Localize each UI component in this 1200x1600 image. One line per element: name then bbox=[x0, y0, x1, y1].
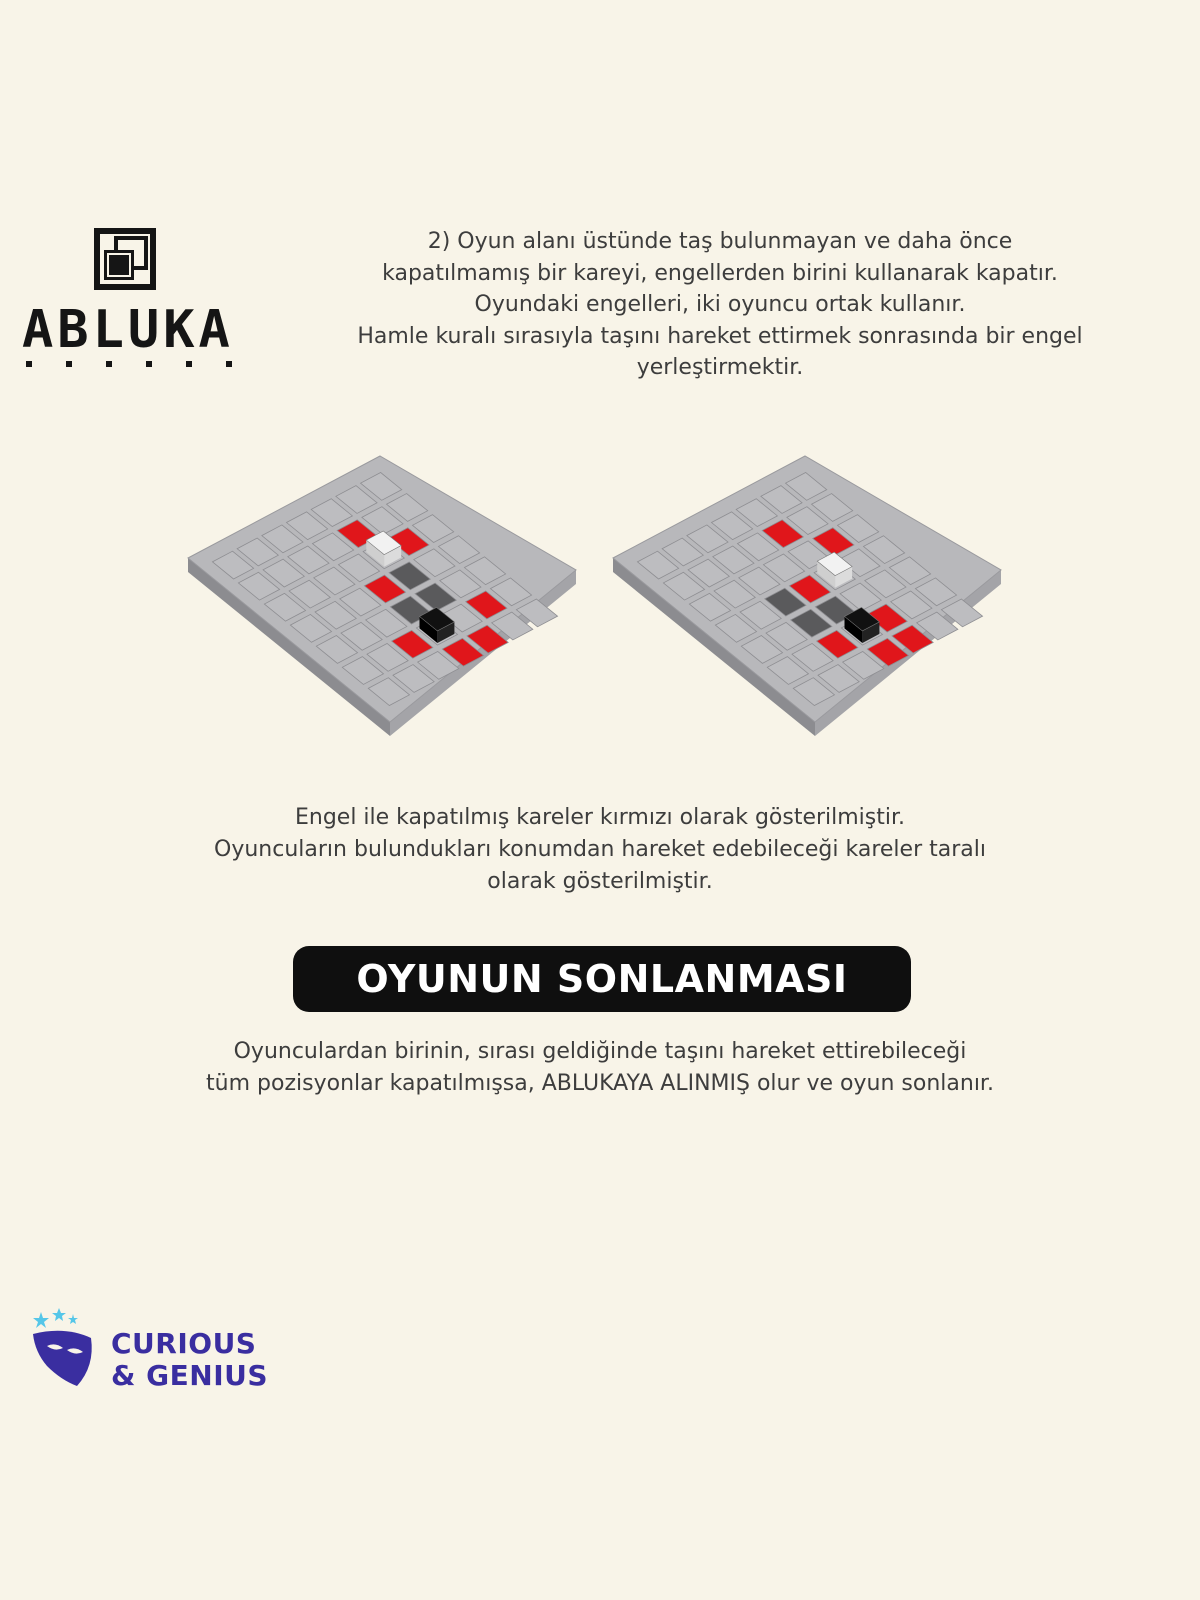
rule-line: Oyundaki engelleri, iki oyuncu ortak kullanır. bbox=[474, 292, 966, 317]
logo-dots-decoration bbox=[22, 360, 240, 368]
curious-genius-logo bbox=[25, 1308, 285, 1408]
board-illustrations bbox=[180, 450, 1040, 760]
board-illustration-2 bbox=[605, 450, 1005, 750]
board-caption bbox=[80, 802, 1120, 898]
rule-line: 2) Oyun alanı üstünde taş bulunmayan ve daha önce bbox=[427, 229, 1013, 254]
mask-stars-icon bbox=[25, 1308, 105, 1398]
end-rule-line: Oyunculardan birinin, sırası geldiğinde taşını hareket ettirebileceği bbox=[233, 1039, 967, 1064]
rule-line: Hamle kuralı sırasıyla taşını hareket ettirmek sonrasında bir engel bbox=[357, 323, 1083, 349]
curious-genius-wordmark bbox=[111, 1328, 301, 1392]
rule-line: kapatılmamış bir kareyi, engellerden birini kullanarak kapatır. bbox=[382, 260, 1058, 286]
end-rule-text bbox=[80, 1036, 1120, 1100]
rule-line: yerleştirmektir. bbox=[636, 355, 804, 380]
caption-line: olarak gösterilmiştir. bbox=[487, 869, 713, 894]
caption-line: Oyuncuların bulundukları konumdan hareket edebileceği kareler taralı bbox=[214, 837, 986, 862]
caption-line: Engel ile kapatılmış kareler kırmızı olarak gösterilmiştir. bbox=[294, 805, 906, 830]
abluka-logo-mark-icon bbox=[92, 226, 158, 292]
abluka-wordmark: ABLUKA bbox=[22, 300, 234, 360]
rule-2-text bbox=[270, 226, 1170, 384]
abluka-logo bbox=[22, 226, 240, 376]
brand-line-1: CURIOUS bbox=[111, 1327, 257, 1360]
brand-line-2: & GENIUS bbox=[111, 1359, 269, 1392]
section-title-banner: OYUNUN SONLANMASI bbox=[293, 946, 911, 1012]
end-rule-line: tüm pozisyonlar kapatılmışsa, ABLUKAYA ALINMIŞ olur ve oyun sonlanır. bbox=[206, 1071, 994, 1096]
board-illustration-1 bbox=[180, 450, 580, 750]
